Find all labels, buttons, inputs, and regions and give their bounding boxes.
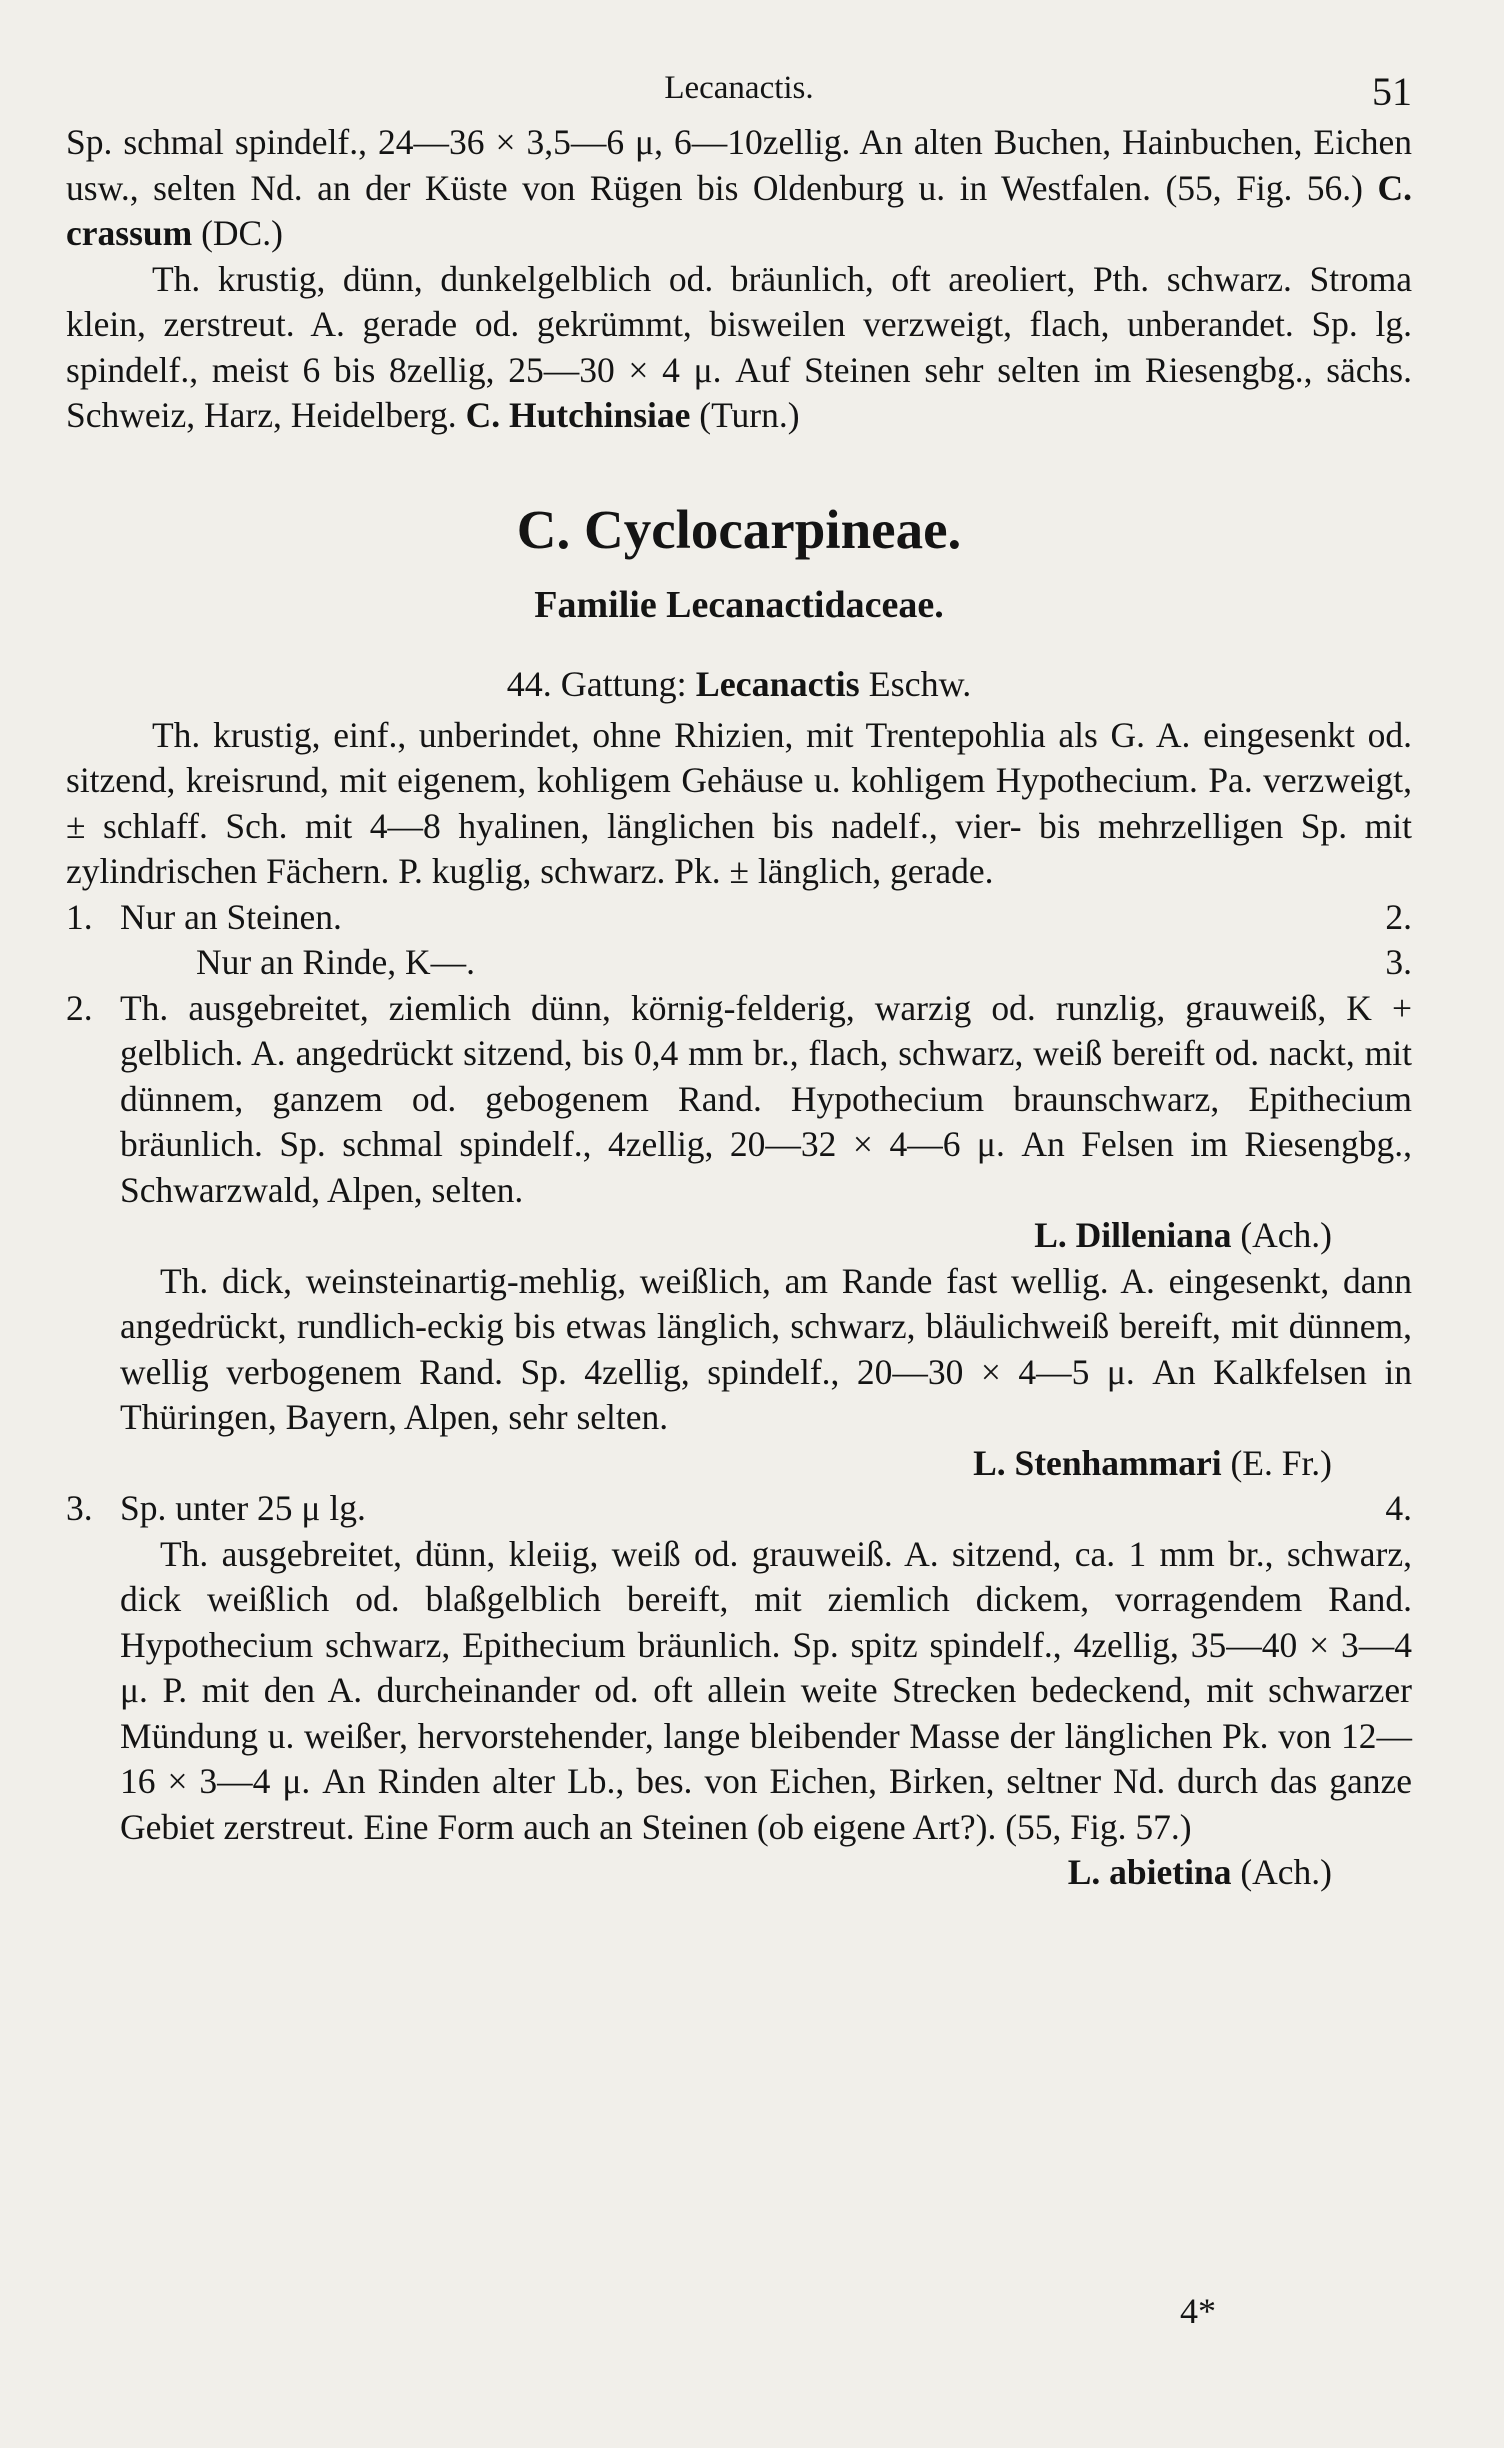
running-title: Lecanactis. [664,70,814,106]
species-name: L. Dilleniana [1034,1215,1232,1255]
genus-description: Th. krustig, einf., unberindet, ohne Rhizien, mit Trentepohlia als G. A. eingesenkt od. sitzend, kreisrund, mit eigenem, kohligem Gehäuse u. kohligem Hypothecium. Pa. verzweigt, ± schlaff. Sch. mit 4—8 hyalinen, länglichen bis nadelf., vier- bis mehrzelligen Sp. mit zylindrischen Fächern. P. kuglig, schwarz. Pk. ± länglich, gerade. [66,714,1412,891]
page-number: 51 [1372,69,1412,114]
key-entry-3 [66,1486,1412,1532]
genus-heading [66,659,1412,709]
key-text-stenhammari: Th. dick, weinsteinartig-mehlig, weißlich, am Rande fast wellig. A. eingesenkt, dann angedrückt, rundlich-eckig bis etwas länglich, schwarz, bläulichweiß bereift, mit dünnem, wellig verbogenem Rand. Sp. 4zellig, spindelf., 20—30 × 4—5 μ. An Kalkfelsen in Thüringen, Bayern, Alpen, sehr selten. [120,1260,1412,1437]
key-lead: 4. [1385,1488,1412,1528]
key-text-abietina: Th. ausgebreitet, dünn, kleiig, weiß od. grauweiß. A. sitzend, ca. 1 mm br., schwarz, dick weißlich od. blaßgelblich bereift, mit ziemlich dickem, vorragendem Rand. Hypothecium schwarz, Epithecium bräunlich. Sp. spitz spindelf., 4zellig, 35—40 × 3—4 μ. P. mit den A. durcheinander od. oft allein weite Strecken bedeckend, mit schwarzer Mündung u. weißer, hervorstehender, lange bleibender Masse der länglichen Pk. von 12—16 × 3—4 μ. An Rinden alter Lb., bes. von Eichen, Birken, seltner Nd. durch das ganze Gebiet zerstreut. Eine Form auch an Steinen (ob eigene Art?). (55, Fig. 57.) [120,1533,1412,1847]
genus-name: Lecanactis [695,663,860,704]
genus-author: Eschw. [859,663,972,704]
key-text: Nur an Rinde, K—. [196,942,476,982]
species-name: L. abietina [1067,1852,1232,1892]
species-name: L. Stenhammari [973,1442,1222,1483]
key-lead: 2. [1385,896,1412,937]
species-line-stenhammari [120,1441,1412,1487]
genus-prefix: 44. Gattung: [506,663,696,704]
species-author: (DC.) [192,213,283,253]
key-text: Nur an Steinen. [120,896,342,937]
signature-mark: 4* [1180,2291,1216,2331]
key-lead: 3. [1385,942,1412,982]
key-entry-2 [66,986,1412,1214]
species-author: (Ach.) [1231,1852,1332,1892]
species-line-abietina [120,1850,1412,1896]
species-block-abietina [66,1532,1412,1896]
key-number: 1. [66,896,93,937]
species-author: (E. Fr.) [1221,1442,1332,1483]
key-number: 3. [66,1488,93,1528]
page-header [66,62,1412,120]
species-line-dilleniana [66,1213,1412,1486]
key-text: Th. ausgebreitet, ziemlich dünn, körnig-felderig, warzig od. runzlig, grauweiß, K + gelblich. A. angedrückt sitzend, bis 0,4 mm br., flach, schwarz, weiß bereift od. nackt, mit dünnem, ganzem od. gebogenem Rand. Hypothecium braunschwarz, Epithecium bräunlich. Sp. schmal spindelf., 4zellig, 20—32 × 4—6 μ. An Felsen im Riesengbg., Schwarzwald, Alpen, selten. [120,987,1412,1210]
paragraph-text: Th. krustig, dünn, dunkelgelblich od. bräunlich, oft areoliert, Pth. schwarz. Stroma klein, zerstreut. A. gerade od. gekrümmt, bisweilen verzweigt, flach, unberandet. Sp. lg. spindelf., meist 6 bis 8zellig, 25—30 × 4 μ. Auf Steinen sehr selten im Riesengbg., sächs. Schweiz, Harz, Heidelberg. [66,258,1412,435]
key-number: 2. [66,987,93,1028]
key-entry-1 [66,895,1412,941]
species-author: (Ach.) [1231,1215,1332,1255]
key-entry-1b [66,940,1412,986]
paragraph-crassum [66,120,1412,257]
section-title: C. Cyclocarpineae. [516,498,962,560]
paragraph-hutchinsiae [66,257,1412,439]
species-name: C. crassum [66,167,1412,253]
species-name: C. Hutchinsiae [465,395,691,435]
family-title: Familie Lecanactidaceae. [534,583,944,626]
species-author: (Turn.) [690,395,800,435]
paragraph-text: Sp. schmal spindelf., 24—36 × 3,5—6 μ, 6—10zellig. An alten Buchen, Hainbuchen, Eichen usw., selten Nd. an der Küste von Rügen bis Oldenburg u. in Westfalen. (55, Fig. 56.) [66,122,1412,208]
key-text: Sp. unter 25 μ lg. [120,1488,366,1528]
